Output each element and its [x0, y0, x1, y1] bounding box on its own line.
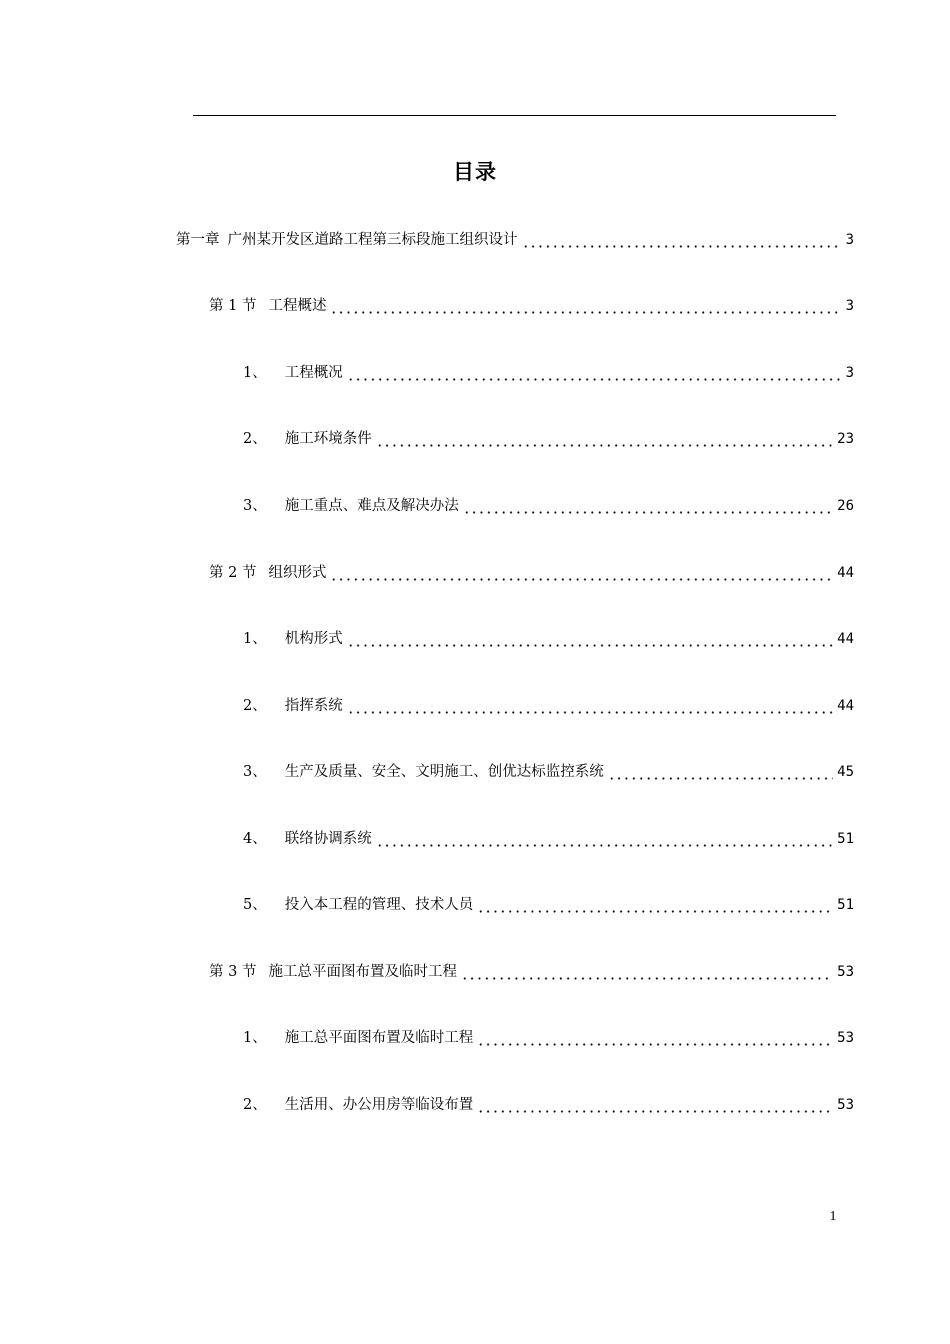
toc-entry-page: 53: [837, 1097, 854, 1113]
toc-entry-item[interactable]: [243, 694, 854, 718]
toc-entry-page: 3: [845, 365, 854, 381]
toc-entry-number: 4、: [243, 831, 267, 847]
toc-entry-item[interactable]: [243, 627, 854, 651]
toc-entry-page: 51: [837, 831, 854, 847]
toc-entry-page: 26: [837, 498, 854, 514]
toc-entry-title: 工程概况: [284, 365, 343, 381]
toc-dot-leader: [477, 1026, 833, 1050]
toc-entry-number: 3、: [243, 764, 267, 780]
toc-entry-section-2[interactable]: [209, 561, 854, 585]
toc-entry-title: 工程概述: [268, 298, 327, 314]
toc-entry-title: 联络协调系统: [284, 831, 372, 847]
toc-entry-number: 第 3 节: [209, 964, 257, 980]
toc-entry-section-1[interactable]: [209, 294, 854, 318]
toc-dot-leader: [477, 1093, 833, 1117]
toc-dot-leader: [461, 960, 833, 984]
toc-entry-number: 3、: [243, 498, 267, 514]
toc-entry-title: 施工总平面图布置及临时工程: [268, 964, 457, 980]
toc-dot-leader: [376, 827, 833, 851]
toc-entry-title: 生活用、办公用房等临设布置: [284, 1097, 474, 1113]
toc-dot-leader: [477, 893, 833, 917]
toc-dot-leader: [347, 627, 833, 651]
page-number: 1: [829, 1209, 837, 1224]
toc-entry-page: 44: [837, 698, 854, 714]
toc-entry-page: 3: [845, 298, 854, 314]
toc-entry-number: 1、: [243, 1030, 267, 1046]
toc-dot-leader: [347, 361, 842, 385]
toc-dot-leader: [330, 294, 841, 318]
toc-entry-number: 1、: [243, 631, 267, 647]
toc-entry-page: 45: [837, 764, 854, 780]
toc-entry-title: 施工总平面图布置及临时工程: [284, 1030, 474, 1046]
toc-entry-section-3[interactable]: [209, 960, 854, 984]
toc-entry-title: 指挥系统: [284, 698, 343, 714]
toc-entry-item[interactable]: [243, 427, 854, 451]
toc-entry-item[interactable]: [243, 361, 854, 385]
toc-entry-number: 1、: [243, 365, 267, 381]
toc-entry-page: 3: [845, 232, 854, 248]
toc-entry-number: 5、: [243, 897, 267, 913]
toc-dot-leader: [463, 494, 833, 518]
toc-entry-title: 机构形式: [284, 631, 343, 647]
toc-entry-item[interactable]: [243, 827, 854, 851]
toc-dot-leader: [347, 694, 833, 718]
toc-entry-title: 投入本工程的管理、技术人员: [284, 897, 474, 913]
toc-entry-chapter-1[interactable]: [176, 228, 854, 252]
toc-entry-page: 51: [837, 897, 854, 913]
toc-entry-item[interactable]: [243, 893, 854, 917]
toc-entry-page: 53: [837, 1030, 854, 1046]
toc-dot-leader: [608, 760, 833, 784]
toc-entry-item[interactable]: [243, 1093, 854, 1117]
toc-entry-number: 第 2 节: [209, 565, 257, 581]
toc-dot-leader: [330, 561, 833, 585]
toc-entry-title: 施工重点、难点及解决办法: [284, 498, 459, 514]
header-rule: [193, 115, 836, 116]
toc-entry-page: 44: [837, 631, 854, 647]
toc-entry-page: 23: [837, 431, 854, 447]
toc-entry-number: 2、: [243, 431, 267, 447]
toc-entry-item[interactable]: [243, 494, 854, 518]
toc-entry-title: 广州某开发区道路工程第三标段施工组织设计: [227, 232, 518, 248]
toc-dot-leader: [522, 228, 842, 252]
toc-entry-item[interactable]: [243, 760, 854, 784]
toc-entry-item[interactable]: [243, 1026, 854, 1050]
toc-entry-number: 2、: [243, 698, 267, 714]
toc-entry-title: 组织形式: [268, 565, 327, 581]
toc-title: 目录: [453, 160, 497, 184]
toc-dot-leader: [376, 427, 833, 451]
toc-entry-page: 44: [837, 565, 854, 581]
toc-entry-number: 第 1 节: [209, 298, 257, 314]
toc-entry-title: 施工环境条件: [284, 431, 372, 447]
toc-entry-number: 2、: [243, 1097, 267, 1113]
toc-entry-page: 53: [837, 964, 854, 980]
toc-entry-number: 第一章: [176, 232, 220, 248]
toc-entry-title: 生产及质量、安全、文明施工、创优达标监控系统: [284, 764, 604, 780]
